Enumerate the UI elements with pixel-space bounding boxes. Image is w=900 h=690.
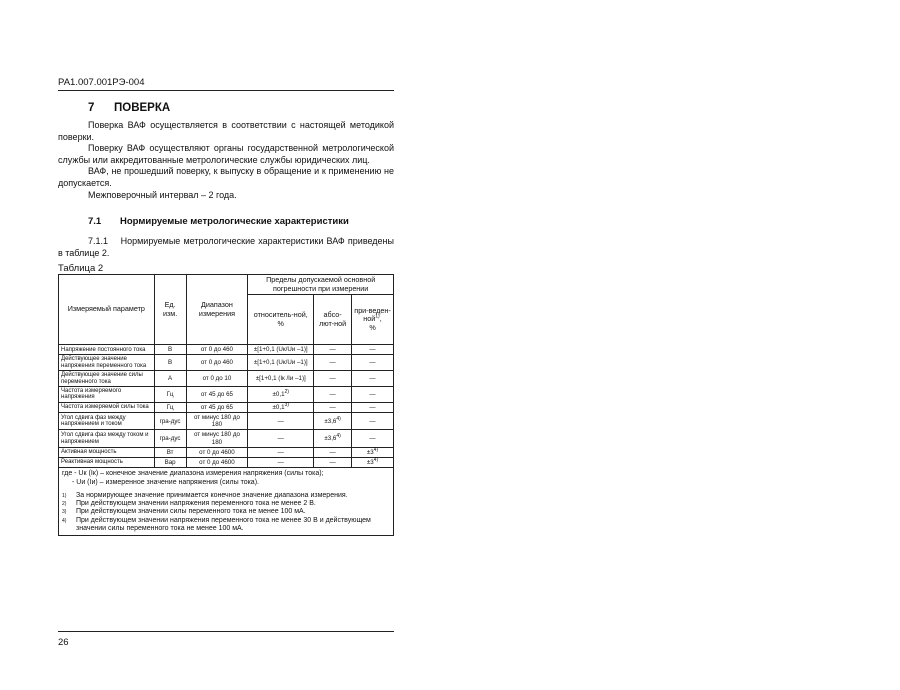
cell-param xyxy=(59,402,155,412)
cell-abs-value: — xyxy=(329,346,336,354)
cell-rel-value: ±0,1 xyxy=(272,403,285,411)
cell-rel xyxy=(248,387,314,403)
cell-rel xyxy=(248,413,314,430)
cell-red-value: — xyxy=(369,390,376,398)
cell-red-value: — xyxy=(369,346,376,354)
cell-red-value: — xyxy=(369,359,376,367)
cell-red xyxy=(352,447,394,457)
cell-red-value: — xyxy=(369,403,376,411)
header-reduced: при-веден-ной$^{1)}$, % xyxy=(352,295,394,345)
cell-abs-value: — xyxy=(329,359,336,367)
footnote-mark: 4) xyxy=(336,415,341,422)
cell-rel xyxy=(248,402,314,412)
table-row xyxy=(59,345,394,355)
table-row xyxy=(59,371,394,387)
cell-red xyxy=(352,413,394,430)
cell-rel-value: — xyxy=(277,417,284,425)
cell-abs-value: — xyxy=(329,459,336,467)
table-row xyxy=(59,430,394,447)
cell-unit-value: гра-дус xyxy=(159,435,181,443)
cell-rel xyxy=(248,345,314,355)
cell-param xyxy=(59,413,155,430)
cell-rel-value: ±[1+0,1 (Iк /Iи –1)] xyxy=(255,375,306,382)
cell-unit xyxy=(154,458,186,468)
cell-red xyxy=(352,387,394,403)
cell-unit xyxy=(154,413,186,430)
cell-range xyxy=(186,413,248,430)
page-number: 26 xyxy=(58,637,69,648)
cell-rel-value: ±[1+0,1 (Uк/Uи –1)] xyxy=(253,359,308,367)
table-header-row xyxy=(59,275,394,295)
cell-range-value: от 0 до 4600 xyxy=(199,459,235,467)
cell-param-value: Угол сдвига фаз между током и напряжением xyxy=(61,432,149,445)
section-title: ПОВЕРКА xyxy=(114,102,171,114)
paragraph: Поверку ВАФ осуществляют органы государственной метрологической службы или аккредитованные метрологические службы юридических лиц. xyxy=(58,143,394,165)
header-range: Диапазон измерения xyxy=(186,275,248,345)
cell-red xyxy=(352,402,394,412)
cell-red-value: — xyxy=(369,375,376,382)
cell-param-value: Частота измеряемой силы тока xyxy=(61,404,149,411)
cell-unit xyxy=(154,430,186,447)
cell-abs xyxy=(314,447,352,457)
cell-unit xyxy=(154,402,186,412)
footer-rule xyxy=(58,631,394,632)
cell-rel xyxy=(248,447,314,457)
item-paragraph xyxy=(58,236,394,259)
cell-param xyxy=(59,371,155,387)
paragraph: ВАФ, не прошедший поверку, к выпуску в обращение и к применению не допускается. xyxy=(58,166,394,188)
footnote-text: За нормирующее значение принимается конечное значение диапазона измерения. xyxy=(76,491,348,499)
header-relative: относитель-ной, % xyxy=(248,295,314,345)
cell-red-value: ±3 xyxy=(366,448,374,456)
header-reduced-label: при-веден-ной xyxy=(354,305,391,324)
header-reduced-unit: % xyxy=(369,322,376,332)
cell-unit xyxy=(154,345,186,355)
cell-range-value: от минус 180 до 180 xyxy=(193,414,240,429)
header-unit: Ед. изм. xyxy=(154,275,186,345)
footnote-text: При действующем значении напряжения переменного тока не менее 30 В и действующем значении силы переменного тока не менее 100 мА. xyxy=(76,516,371,533)
cell-rel-value: ±0,1 xyxy=(272,390,285,398)
cell-unit-value: Вт xyxy=(166,448,174,456)
cell-rel-value: — xyxy=(277,448,284,456)
footnote-mark: 1) xyxy=(62,492,67,499)
cell-param-value: Активная мощность xyxy=(61,449,117,456)
table-row xyxy=(59,413,394,430)
cell-unit-value: Гц xyxy=(166,403,174,411)
cell-range-value: от 0 до 460 xyxy=(200,346,233,354)
cell-unit xyxy=(154,447,186,457)
cell-unit-value: Вар xyxy=(164,459,176,467)
footnote-mark: 3) xyxy=(62,509,67,516)
footnote-mark: 1) xyxy=(375,314,380,320)
subsection-number: 7.1 xyxy=(88,216,102,227)
table-body xyxy=(59,345,394,468)
cell-red-value: — xyxy=(369,417,376,425)
subsection-heading xyxy=(88,216,349,227)
table-row xyxy=(59,458,394,468)
cell-unit xyxy=(154,371,186,387)
cell-unit xyxy=(154,355,186,371)
cell-range-value: от 0 до 10 xyxy=(202,375,232,382)
cell-abs xyxy=(314,355,352,371)
cell-range xyxy=(186,355,248,371)
cell-range xyxy=(186,402,248,412)
table-notes xyxy=(59,468,394,536)
cell-param xyxy=(59,458,155,468)
cell-unit-value: Гц xyxy=(166,390,174,398)
cell-red xyxy=(352,345,394,355)
cell-param xyxy=(59,355,155,371)
cell-abs-value: ±3,6 xyxy=(324,417,337,425)
paragraph: Межповерочный интервал – 2 года. xyxy=(88,189,237,200)
cell-abs-value: ±3,6 xyxy=(324,435,337,443)
cell-range-value: от минус 180 до 180 xyxy=(193,431,240,446)
footnote-mark: 4) xyxy=(373,446,379,453)
cell-abs-value: — xyxy=(329,375,336,382)
document-code: РА1.007.001РЭ-004 xyxy=(58,77,145,88)
cell-range-value: от 0 до 4600 xyxy=(199,448,235,456)
cell-range-value: от 0 до 460 xyxy=(200,359,233,367)
document-page xyxy=(58,0,394,690)
footnote-mark: 4) xyxy=(336,432,341,439)
cell-param-value: Напряжение постоянного тока xyxy=(61,346,146,353)
footnote xyxy=(62,492,390,500)
header-limits: Пределы допускаемой основной погрешности при измерении xyxy=(248,275,394,295)
cell-range-value: от 45 до 65 xyxy=(200,403,233,411)
cell-range xyxy=(186,447,248,457)
footnote-mark: 3) xyxy=(284,401,289,408)
header-absolute: абсо-лют-ной xyxy=(314,295,352,345)
cell-range xyxy=(186,458,248,468)
cell-unit-value: В xyxy=(168,359,173,367)
cell-abs xyxy=(314,387,352,403)
where-line: - Uи (Iи) – измеренное значение напряжения (силы тока). xyxy=(72,478,259,486)
cell-abs xyxy=(314,430,352,447)
cell-rel-value: — xyxy=(277,435,284,443)
cell-range-value: от 45 до 65 xyxy=(200,390,233,398)
cell-unit-value: В xyxy=(168,346,173,354)
cell-param xyxy=(59,345,155,355)
table-notes-row xyxy=(59,468,394,536)
cell-rel xyxy=(248,355,314,371)
cell-range xyxy=(186,345,248,355)
cell-param-value: Частота измеряемого напряжения xyxy=(61,388,122,401)
cell-rel xyxy=(248,458,314,468)
table-row xyxy=(59,387,394,403)
header-rule xyxy=(58,90,394,91)
cell-abs-value: — xyxy=(329,448,336,456)
header-param: Измеряемый параметр xyxy=(59,275,155,345)
section-body xyxy=(58,120,394,201)
paragraph: Поверка ВАФ осуществляется в соответствии с настоящей методикой поверки. xyxy=(58,120,394,142)
where-line: где - Uк (Iк) – конечное значение диапазона измерения напряжения (силы тока); xyxy=(62,470,324,478)
cell-param-value: Реактивная мощность xyxy=(61,459,123,466)
footnote-mark: 4) xyxy=(373,456,379,463)
cell-rel xyxy=(248,371,314,387)
cell-param xyxy=(59,387,155,403)
footnote-mark: 2) xyxy=(284,388,289,395)
section-number: 7 xyxy=(88,102,95,114)
cell-unit xyxy=(154,387,186,403)
footnote xyxy=(62,508,390,516)
cell-abs-value: — xyxy=(329,390,336,398)
cell-abs-value: — xyxy=(329,403,336,411)
cell-red xyxy=(352,430,394,447)
cell-range xyxy=(186,371,248,387)
cell-unit-value: А xyxy=(168,375,173,382)
section-heading xyxy=(88,102,170,114)
cell-red xyxy=(352,458,394,468)
footnote xyxy=(62,517,390,534)
cell-param xyxy=(59,430,155,447)
cell-rel-value: — xyxy=(277,459,284,467)
cell-red xyxy=(352,371,394,387)
cell-abs xyxy=(314,413,352,430)
cell-param-value: Угол сдвига фаз между напряжением и током xyxy=(61,414,126,428)
characteristics-table xyxy=(58,274,394,536)
cell-red-value: — xyxy=(369,435,376,443)
cell-abs xyxy=(314,402,352,412)
footnote-mark: 4) xyxy=(62,517,67,524)
footnote-mark: 2) xyxy=(62,501,67,508)
cell-red xyxy=(352,355,394,371)
cell-abs xyxy=(314,345,352,355)
item-text: Нормируемые метрологические характеристики ВАФ приведены в таблице 2. xyxy=(58,236,394,258)
cell-param-value: Действующее значение напряжения переменного тока xyxy=(61,356,147,369)
footnote-text: При действующем значении силы переменного тока не менее 100 мА. xyxy=(76,508,306,516)
cell-abs xyxy=(314,458,352,468)
cell-range xyxy=(186,430,248,447)
cell-rel xyxy=(248,430,314,447)
item-number: 7.1.1 xyxy=(88,236,109,246)
cell-unit-value: гра-дус xyxy=(159,417,181,425)
cell-red-value: ±3 xyxy=(366,459,374,467)
cell-param xyxy=(59,447,155,457)
table-row xyxy=(59,402,394,412)
cell-param-value: Действующее значение силы переменного тока xyxy=(61,372,143,385)
cell-range xyxy=(186,387,248,403)
subsection-title: Нормируемые метрологические характеристики xyxy=(120,216,349,227)
footnote-text: При действующем значении напряжения переменного тока не менее 2 В. xyxy=(76,500,316,508)
cell-rel-value: ±[1+0,1 (Uк/Uи –1)] xyxy=(253,346,308,354)
cell-abs xyxy=(314,371,352,387)
table-caption: Таблица 2 xyxy=(58,263,104,274)
table-row xyxy=(59,447,394,457)
table-row xyxy=(59,355,394,371)
